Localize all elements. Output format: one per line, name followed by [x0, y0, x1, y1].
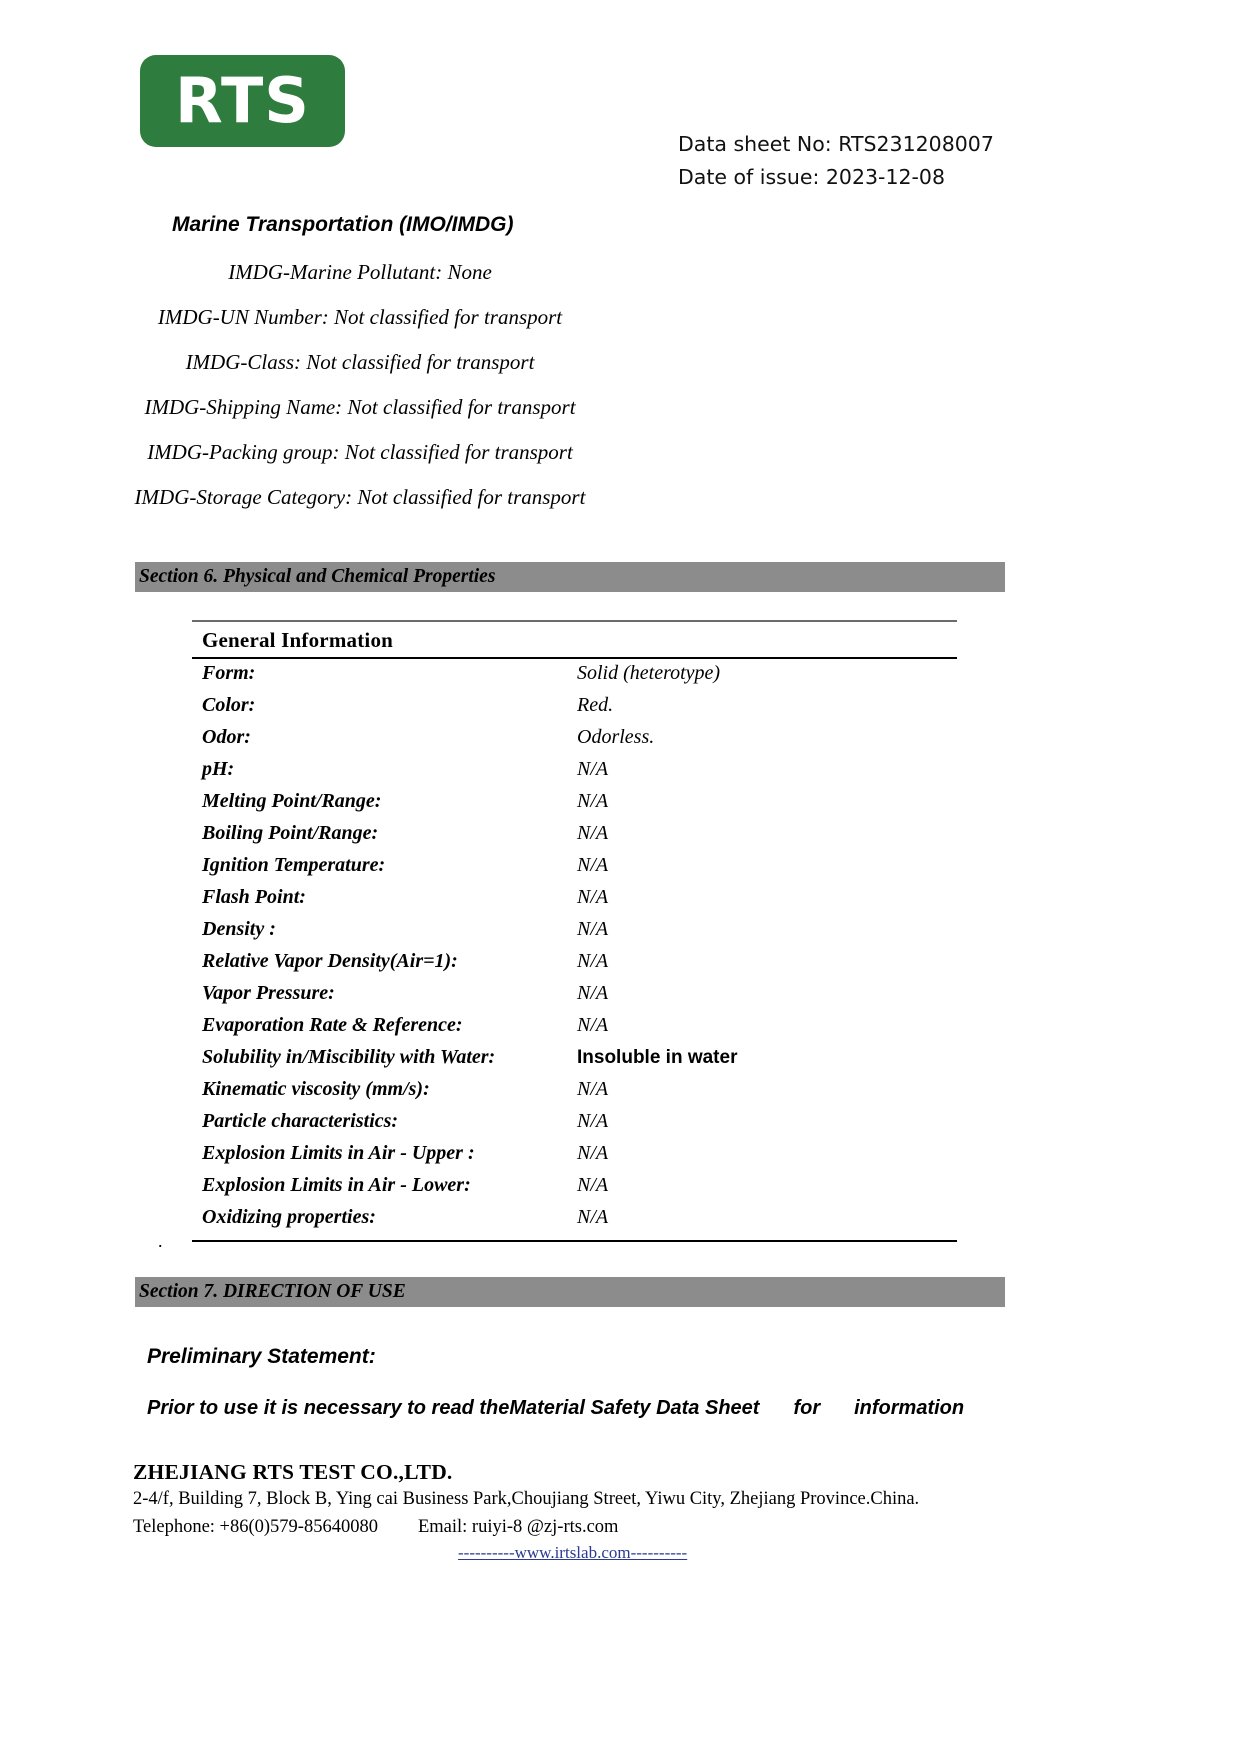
table-row — [192, 918, 957, 950]
imdg-line: IMDG-Shipping Name: Not classified for transport — [144, 395, 576, 419]
property-label: Boiling Point/Range: — [202, 822, 379, 844]
property-value: Red. — [577, 694, 614, 716]
footer-address: 2-4/f, Building 7, Block B, Ying cai Business Park,Choujiang Street, Yiwu City, Zhejiang Province.China. — [133, 1489, 920, 1509]
property-label: Color: — [202, 694, 256, 716]
logo-text: RTS — [175, 64, 310, 137]
footer-contact — [133, 1513, 1113, 1541]
property-value: N/A — [577, 1174, 609, 1196]
table-row — [192, 662, 957, 694]
preliminary-body-part2: for — [793, 1397, 821, 1419]
property-value: N/A — [577, 1206, 609, 1228]
property-label: Form: — [202, 662, 256, 684]
table-row — [192, 1206, 957, 1238]
document-meta — [678, 128, 994, 194]
table-row — [192, 982, 957, 1014]
table-row — [192, 1110, 957, 1142]
section-7-title: Section 7. DIRECTION OF USE — [139, 1281, 406, 1302]
table-row — [192, 694, 957, 726]
physical-properties-table — [192, 620, 957, 1242]
property-value: N/A — [577, 886, 609, 908]
property-label: Particle characteristics: — [202, 1110, 399, 1132]
table-body — [192, 659, 957, 1242]
footer-email: Email: ruiyi-8 @zj-rts.com — [417, 1517, 619, 1537]
imdg-line: IMDG-Class: Not classified for transport — [185, 350, 535, 374]
property-label: Solubility in/Miscibility with Water: — [202, 1046, 496, 1068]
property-value: N/A — [577, 950, 609, 972]
rts-logo — [140, 55, 345, 147]
imdg-list — [0, 250, 720, 520]
property-value: N/A — [577, 982, 609, 1004]
table-row — [192, 854, 957, 886]
property-value: N/A — [577, 1078, 609, 1100]
imdg-line: IMDG-Packing group: Not classified for transport — [147, 440, 573, 464]
property-value: N/A — [577, 758, 609, 780]
footer-website-line — [133, 1543, 1113, 1563]
property-value: N/A — [577, 822, 609, 844]
imdg-line: IMDG-UN Number: Not classified for transport — [157, 305, 563, 329]
property-value: N/A — [577, 918, 609, 940]
page-footer — [133, 1460, 1113, 1563]
table-row — [192, 1142, 957, 1174]
property-label: Ignition Temperature: — [202, 854, 386, 876]
date-of-issue: Date of issue: 2023-12-08 — [678, 165, 946, 189]
table-row — [192, 822, 957, 854]
property-value: N/A — [577, 854, 609, 876]
table-row — [192, 1174, 957, 1206]
marine-transportation-title: Marine Transportation (IMO/IMDG) — [172, 213, 514, 236]
table-row — [192, 758, 957, 790]
property-label: Kinematic viscosity (mm/s): — [202, 1078, 430, 1100]
table-row — [192, 1046, 957, 1078]
property-label: Vapor Pressure: — [202, 982, 335, 1004]
table-row — [192, 950, 957, 982]
table-row — [192, 886, 957, 918]
table-row — [192, 726, 957, 758]
property-label: Relative Vapor Density(Air=1): — [202, 950, 458, 972]
preliminary-statement-body — [147, 1397, 964, 1420]
preliminary-body-part3: information — [854, 1397, 965, 1419]
preliminary-body-part1: Prior to use it is necessary to read theMaterial Safety Data Sheet — [147, 1397, 760, 1419]
property-label: Explosion Limits in Air - Upper : — [202, 1142, 475, 1164]
property-label: Oxidizing properties: — [202, 1206, 376, 1228]
footer-website-link[interactable]: ----------www.irtslab.com---------- — [458, 1543, 688, 1562]
property-value: N/A — [577, 1014, 609, 1036]
property-label: Melting Point/Range: — [202, 790, 382, 812]
table-row — [192, 1078, 957, 1110]
stray-period-mark: . — [158, 1231, 163, 1251]
imdg-line: IMDG-Storage Category: Not classified for transport — [134, 485, 586, 509]
table-row — [192, 1014, 957, 1046]
property-value: Solid (heterotype) — [577, 662, 721, 684]
property-value: Odorless. — [577, 726, 655, 748]
footer-telephone: Telephone: +86(0)579-85640080 — [133, 1517, 378, 1537]
property-value: Insoluble in water — [577, 1047, 738, 1068]
property-value: N/A — [577, 1110, 609, 1132]
property-value: N/A — [577, 1142, 609, 1164]
property-label: Odor: — [202, 726, 251, 748]
property-label: Evaporation Rate & Reference: — [202, 1014, 463, 1036]
table-row — [192, 790, 957, 822]
section-6-header — [135, 562, 1005, 592]
property-label: Density : — [202, 918, 276, 940]
section-6-title: Section 6. Physical and Chemical Properties — [139, 566, 496, 587]
data-sheet-number: Data sheet No: RTS231208007 — [678, 132, 994, 156]
footer-company-name: ZHEJIANG RTS TEST CO.,LTD. — [133, 1460, 453, 1484]
section-7-header — [135, 1277, 1005, 1307]
preliminary-statement-title: Preliminary Statement: — [147, 1345, 376, 1368]
property-label: Flash Point: — [202, 886, 306, 908]
imdg-line: IMDG-Marine Pollutant: None — [228, 260, 492, 284]
property-value: N/A — [577, 790, 609, 812]
table-header-general-information: General Information — [192, 620, 957, 659]
property-label: pH: — [202, 758, 235, 780]
property-label: Explosion Limits in Air - Lower: — [202, 1174, 471, 1196]
